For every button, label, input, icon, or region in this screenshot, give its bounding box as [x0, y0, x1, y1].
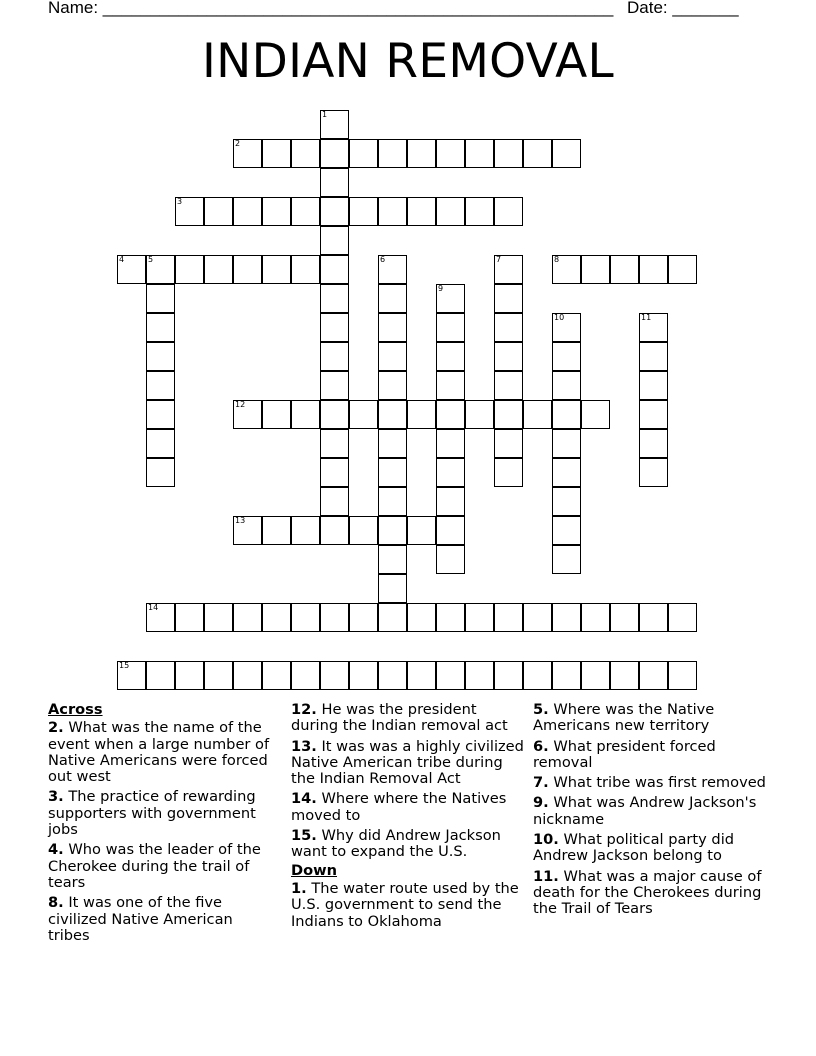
crossword-cell[interactable]	[465, 139, 494, 168]
crossword-cell[interactable]	[146, 342, 175, 371]
crossword-cell[interactable]	[233, 197, 262, 226]
crossword-cell[interactable]	[581, 255, 610, 284]
crossword-cell[interactable]	[407, 516, 436, 545]
crossword-cell[interactable]	[407, 139, 436, 168]
crossword-cell[interactable]	[639, 371, 668, 400]
crossword-cell[interactable]	[639, 603, 668, 632]
crossword-cell[interactable]	[204, 661, 233, 690]
clue-number: 14	[148, 603, 159, 612]
crossword-cell[interactable]	[291, 603, 320, 632]
crossword-cell[interactable]	[117, 255, 146, 284]
crossword-cell[interactable]	[146, 661, 175, 690]
crossword-cell[interactable]	[436, 603, 465, 632]
crossword-cell[interactable]	[552, 429, 581, 458]
crossword-cell[interactable]	[436, 545, 465, 574]
crossword-cell[interactable]	[494, 284, 523, 313]
crossword-cell[interactable]	[639, 429, 668, 458]
crossword-cell[interactable]	[407, 603, 436, 632]
crossword-cell[interactable]	[204, 255, 233, 284]
crossword-cell[interactable]	[639, 342, 668, 371]
crossword-cell[interactable]	[436, 661, 465, 690]
clue-across-12: 12. He was the president during the Indian removal act	[291, 701, 508, 735]
crossword-cell[interactable]	[610, 255, 639, 284]
crossword-cell[interactable]	[436, 487, 465, 516]
crossword-cell[interactable]	[320, 487, 349, 516]
crossword-cell[interactable]	[552, 458, 581, 487]
crossword-cell[interactable]	[320, 400, 349, 429]
clue-across-2: 2. What was the name of the event when a large number of Native Americans were forced out west	[48, 719, 270, 786]
clue-across-3: 3. The practice of rewarding supporters with government jobs	[48, 788, 256, 839]
clue-number: 15	[119, 661, 130, 670]
clue-across-15: 15. Why did Andrew Jackson want to expand the U.S.	[291, 827, 501, 861]
crossword-cell[interactable]	[146, 458, 175, 487]
clue-across-13: 13. It was was a highly civilized Native American tribe during the Indian Removal Act	[291, 737, 524, 788]
clue-down-11: 11. What was a major cause of death for the Cherokees during the Trail of Tears	[533, 867, 762, 918]
crossword-cell[interactable]	[494, 313, 523, 342]
crossword-cell[interactable]	[320, 226, 349, 255]
crossword-cell[interactable]	[436, 516, 465, 545]
crossword-cell[interactable]	[552, 516, 581, 545]
crossword-cell[interactable]	[552, 487, 581, 516]
crossword-cell[interactable]	[378, 371, 407, 400]
clues-column-2	[291, 702, 525, 934]
crossword-cell[interactable]	[378, 545, 407, 574]
clue-number: 1	[322, 110, 328, 119]
crossword-cell[interactable]	[233, 661, 262, 690]
crossword-cell[interactable]	[581, 400, 610, 429]
crossword-cell[interactable]	[465, 197, 494, 226]
clue-down-9: 9. What was Andrew Jackson's nickname	[533, 794, 757, 828]
down-heading: Down	[291, 861, 338, 879]
crossword-cell[interactable]	[552, 255, 581, 284]
date-field[interactable]: Date: _______	[627, 0, 739, 17]
crossword-cell[interactable]	[465, 603, 494, 632]
clue-number: 5	[148, 255, 154, 264]
crossword-cell[interactable]	[494, 255, 523, 284]
clue-number: 11	[641, 313, 652, 322]
crossword-cell[interactable]	[494, 139, 523, 168]
clue-across-8: 8. It was one of the five civilized Native American tribes	[48, 894, 233, 944]
crossword-cell[interactable]	[552, 313, 581, 342]
crossword-cell[interactable]	[378, 458, 407, 487]
crossword-cell[interactable]	[494, 371, 523, 400]
clue-number: 10	[554, 313, 565, 322]
clue-number: 4	[119, 255, 125, 264]
clue-number: 3	[177, 197, 183, 206]
crossword-cell[interactable]	[291, 400, 320, 429]
crossword-cell[interactable]	[436, 342, 465, 371]
across-heading: Across	[48, 701, 103, 718]
clue-number: 8	[554, 255, 560, 264]
crossword-cell[interactable]	[494, 458, 523, 487]
crossword-cell[interactable]	[291, 255, 320, 284]
crossword-cell[interactable]	[610, 603, 639, 632]
clue-down-10: 10. What political party did Andrew Jackson belong to	[533, 831, 735, 865]
crossword-cell[interactable]	[552, 661, 581, 690]
crossword-cell[interactable]	[494, 197, 523, 226]
crossword-cell[interactable]	[349, 603, 378, 632]
clue-number: 6	[380, 255, 386, 264]
crossword-cell[interactable]	[175, 661, 204, 690]
crossword-cell[interactable]	[320, 342, 349, 371]
crossword-cell[interactable]	[291, 516, 320, 545]
crossword-cell[interactable]	[494, 661, 523, 690]
crossword-cell[interactable]	[494, 400, 523, 429]
crossword-cell[interactable]	[552, 400, 581, 429]
crossword-cell[interactable]	[552, 342, 581, 371]
crossword-cell[interactable]	[175, 603, 204, 632]
crossword-cell[interactable]	[523, 139, 552, 168]
crossword-cell[interactable]	[262, 603, 291, 632]
clue-across-4: 4. Who was the leader of the Cherokee during the trail of tears	[48, 841, 261, 891]
crossword-cell[interactable]	[175, 197, 204, 226]
crossword-cell[interactable]	[146, 284, 175, 313]
crossword-cell[interactable]	[378, 139, 407, 168]
crossword-cell[interactable]	[494, 342, 523, 371]
crossword-cell[interactable]	[262, 139, 291, 168]
crossword-cell[interactable]	[233, 400, 262, 429]
crossword-cell[interactable]	[291, 197, 320, 226]
clue-down-1: 1. The water route used by the U.S. government to send the Indians to Oklahoma	[291, 879, 519, 930]
crossword-cell[interactable]	[233, 255, 262, 284]
crossword-cell[interactable]	[146, 603, 175, 632]
crossword-cell[interactable]	[262, 255, 291, 284]
crossword-cell[interactable]	[378, 284, 407, 313]
crossword-cell[interactable]	[320, 168, 349, 197]
crossword-cell[interactable]	[320, 429, 349, 458]
clue-number: 12	[235, 400, 246, 409]
crossword-cell[interactable]	[146, 400, 175, 429]
crossword-cell[interactable]	[378, 603, 407, 632]
crossword-cell[interactable]	[378, 197, 407, 226]
clue-across-14: 14. Where where the Natives moved to	[291, 790, 507, 824]
clue-down-7: 7. What tribe was first removed	[533, 774, 766, 792]
crossword-cell[interactable]	[668, 603, 697, 632]
crossword-cell[interactable]	[378, 400, 407, 429]
crossword-cell[interactable]	[262, 197, 291, 226]
crossword-cell[interactable]	[146, 255, 175, 284]
crossword-cell[interactable]	[349, 197, 378, 226]
crossword-cell[interactable]	[639, 458, 668, 487]
crossword-cell[interactable]	[378, 255, 407, 284]
crossword-cell[interactable]	[581, 661, 610, 690]
crossword-cell[interactable]	[639, 661, 668, 690]
crossword-cell[interactable]	[436, 458, 465, 487]
crossword-cell[interactable]	[146, 371, 175, 400]
clue-number: 2	[235, 139, 241, 148]
crossword-cell[interactable]	[117, 661, 146, 690]
crossword-cell[interactable]	[320, 110, 349, 139]
crossword-cell[interactable]	[552, 371, 581, 400]
clue-number: 13	[235, 516, 246, 525]
crossword-cell[interactable]	[320, 313, 349, 342]
crossword-cell[interactable]	[378, 313, 407, 342]
crossword-cell[interactable]	[320, 197, 349, 226]
crossword-cell[interactable]	[378, 487, 407, 516]
crossword-cell[interactable]	[204, 603, 233, 632]
clues-column-1	[48, 702, 276, 948]
crossword-cell[interactable]	[436, 197, 465, 226]
crossword-cell[interactable]	[465, 400, 494, 429]
crossword-cell[interactable]	[320, 661, 349, 690]
crossword-cell[interactable]	[320, 139, 349, 168]
crossword-cell[interactable]	[320, 284, 349, 313]
crossword-cell[interactable]	[291, 661, 320, 690]
crossword-cell[interactable]	[349, 516, 378, 545]
crossword-cell[interactable]	[320, 371, 349, 400]
crossword-cell[interactable]	[639, 255, 668, 284]
crossword-cell[interactable]	[436, 400, 465, 429]
crossword-cell[interactable]	[407, 400, 436, 429]
crossword-cell[interactable]	[436, 313, 465, 342]
crossword-cell[interactable]	[494, 603, 523, 632]
crossword-cell[interactable]	[204, 197, 233, 226]
crossword-cell[interactable]	[262, 661, 291, 690]
crossword-cell[interactable]	[320, 516, 349, 545]
clue-number: 9	[438, 284, 444, 293]
crossword-cell[interactable]	[233, 603, 262, 632]
crossword-cell[interactable]	[407, 197, 436, 226]
crossword-cell[interactable]	[378, 661, 407, 690]
clue-down-6: 6. What president forced removal	[533, 737, 716, 771]
crossword-cell[interactable]	[320, 255, 349, 284]
crossword-cell[interactable]	[436, 371, 465, 400]
crossword-cell[interactable]	[523, 661, 552, 690]
crossword-cell[interactable]	[494, 429, 523, 458]
crossword-cell[interactable]	[349, 400, 378, 429]
crossword-cell[interactable]	[378, 516, 407, 545]
crossword-cell[interactable]	[146, 429, 175, 458]
clue-number: 7	[496, 255, 502, 264]
crossword-cell[interactable]	[320, 603, 349, 632]
crossword-cell[interactable]	[262, 516, 291, 545]
crossword-cell[interactable]	[465, 661, 494, 690]
crossword-cell[interactable]	[233, 516, 262, 545]
crossword-cell[interactable]	[523, 400, 552, 429]
page-title: INDIAN REMOVAL	[201, 34, 615, 89]
crossword-cell[interactable]	[639, 400, 668, 429]
crossword-cell[interactable]	[436, 284, 465, 313]
name-field[interactable]: Name: ______________________________________________________	[48, 0, 614, 17]
crossword-cell[interactable]	[407, 661, 436, 690]
crossword-cell[interactable]	[262, 400, 291, 429]
clues-column-3	[533, 702, 768, 922]
crossword-cell[interactable]	[610, 661, 639, 690]
crossword-cell[interactable]	[349, 139, 378, 168]
crossword-cell[interactable]	[552, 545, 581, 574]
crossword-cell[interactable]	[378, 429, 407, 458]
crossword-cell[interactable]	[552, 603, 581, 632]
crossword-cell[interactable]	[320, 458, 349, 487]
crossword-cell[interactable]	[436, 139, 465, 168]
clue-down-5: 5. Where was the Native Americans new territory	[533, 701, 715, 735]
crossword-cell[interactable]	[349, 661, 378, 690]
crossword-cell[interactable]	[552, 139, 581, 168]
crossword-cell[interactable]	[378, 574, 407, 603]
crossword-cell[interactable]	[378, 342, 407, 371]
crossword-cell[interactable]	[436, 429, 465, 458]
crossword-cell[interactable]	[581, 603, 610, 632]
crossword-cell[interactable]	[523, 603, 552, 632]
crossword-cell[interactable]	[639, 313, 668, 342]
crossword-cell[interactable]	[668, 255, 697, 284]
crossword-cell[interactable]	[175, 255, 204, 284]
crossword-cell[interactable]	[233, 139, 262, 168]
crossword-cell[interactable]	[146, 313, 175, 342]
crossword-cell[interactable]	[291, 139, 320, 168]
crossword-cell[interactable]	[668, 661, 697, 690]
